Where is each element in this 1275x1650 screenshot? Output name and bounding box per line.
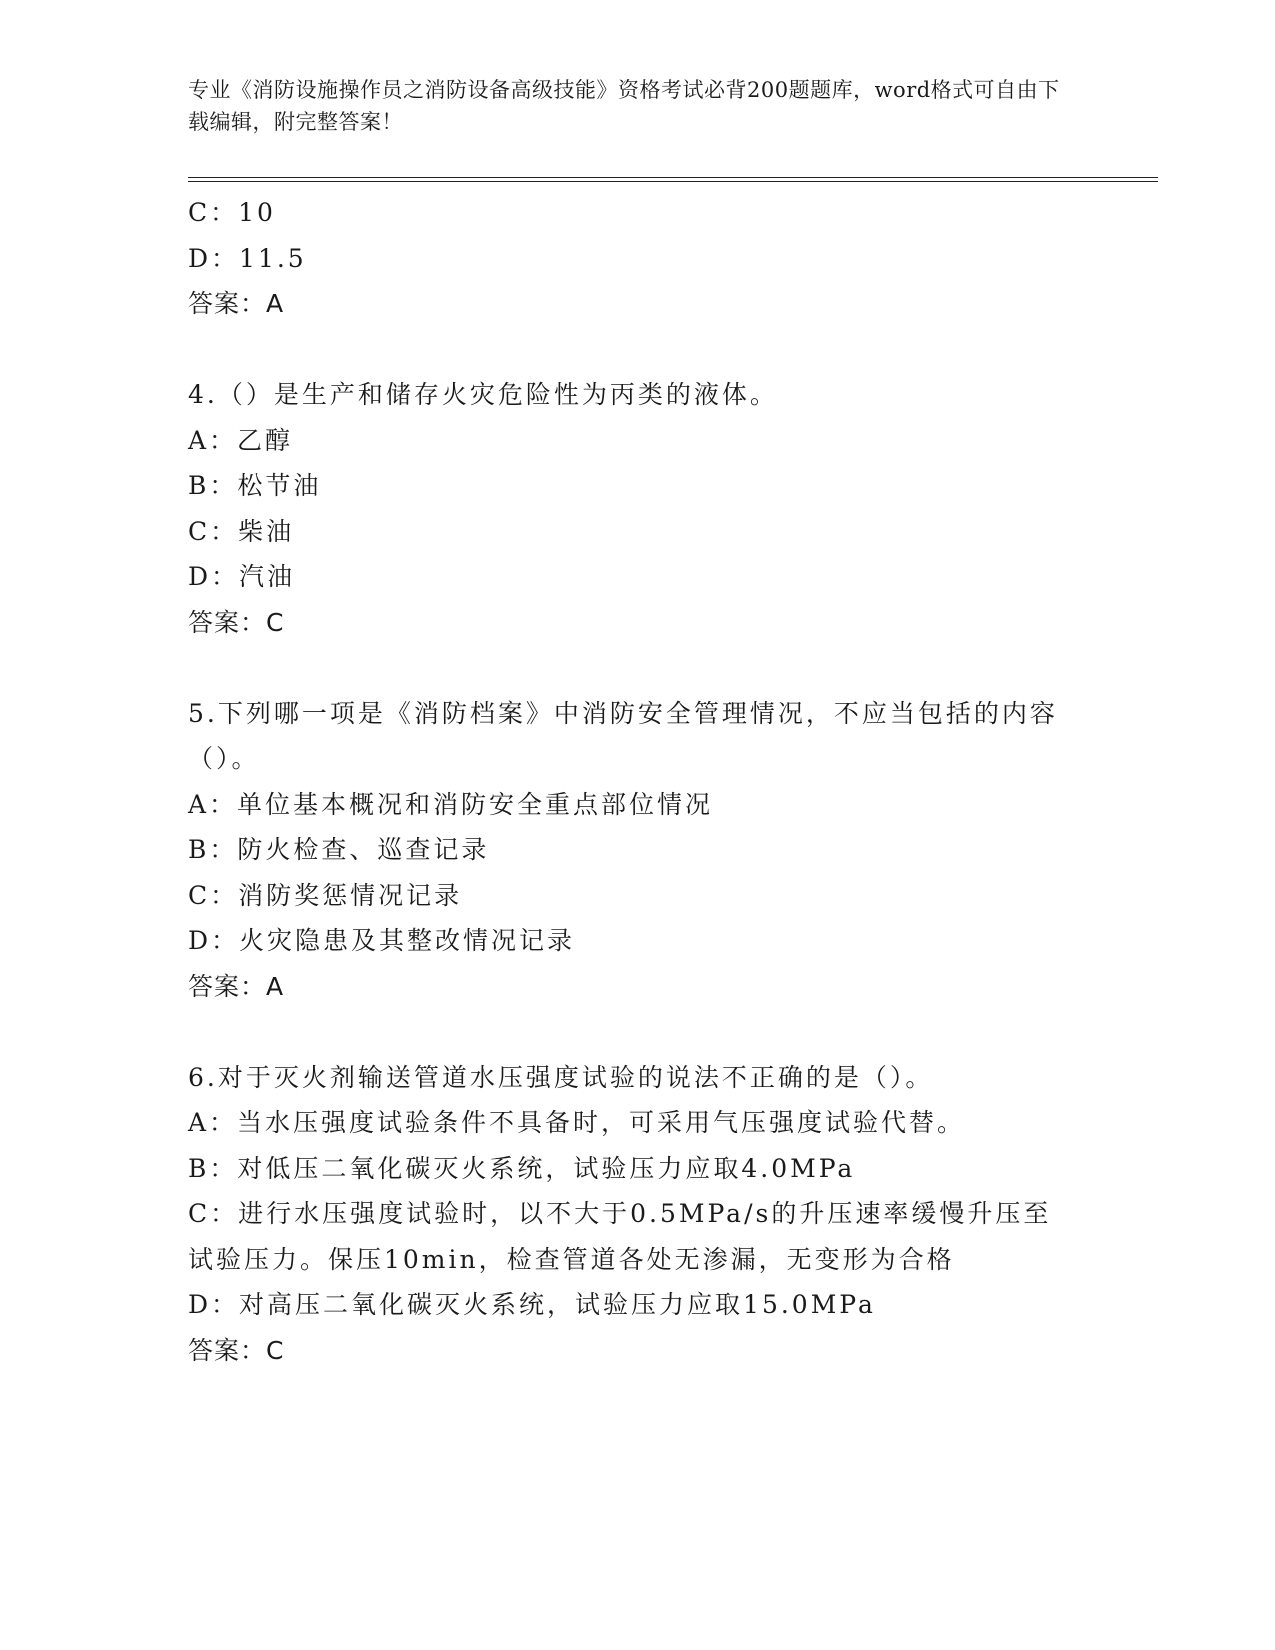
- document-header: [188, 74, 1068, 138]
- spacer: [188, 645, 1068, 691]
- option-d: D：火灾隐患及其整改情况记录: [188, 926, 576, 955]
- question-5: [188, 691, 1068, 1010]
- option-a: A：当水压强度试验条件不具备时，可采用气压强度试验代替。: [188, 1108, 966, 1137]
- option-a: A：单位基本概况和消防安全重点部位情况: [188, 789, 714, 819]
- question-6: [188, 1055, 1068, 1374]
- option-a: A：乙醇: [188, 425, 294, 455]
- option-c: C：消防奖惩情况记录: [188, 880, 463, 910]
- option-c: C：柴油: [188, 516, 295, 546]
- answer-label: 答案：C: [188, 1335, 285, 1365]
- header-title: 专业《消防设施操作员之消防设备高级技能》资格考试必背200题题库，word格式可自由下载编辑，附完整答案！: [188, 78, 1060, 134]
- question-stem: 5.下列哪一项是《消防档案》中消防安全管理情况，不应当包括的内容（）。: [188, 698, 1058, 773]
- option-b: B：防火检查、巡查记录: [188, 835, 490, 864]
- question-stem: 4.（）是生产和储存火灾危险性为丙类的液体。: [188, 380, 778, 409]
- spacer: [188, 327, 1068, 373]
- option-b: B：松节油: [188, 471, 322, 500]
- option-c: C：进行水压强度试验时，以不大于0.5MPa/s的升压速率缓慢升压至试验压力。保压10min，检查管道各处无渗漏，无变形为合格: [188, 1199, 1052, 1274]
- answer-label: 答案：C: [188, 607, 285, 637]
- question-4: [188, 372, 1068, 645]
- option-d: D：11.5: [188, 243, 307, 273]
- question-list: [188, 190, 1068, 1373]
- answer-label: 答案：A: [188, 289, 285, 318]
- header-divider: [188, 177, 1158, 182]
- question-stem: 6.对于灭火剂输送管道水压强度试验的说法不正确的是（）。: [188, 1062, 934, 1092]
- spacer: [188, 1009, 1068, 1055]
- option-d: D：汽油: [188, 562, 296, 591]
- option-b: B：对低压二氧化碳灭火系统，试验压力应取4.0MPa: [188, 1153, 856, 1183]
- question-3-tail: [188, 190, 1068, 327]
- option-d: D：对高压二氧化碳灭火系统，试验压力应取15.0MPa: [188, 1290, 876, 1319]
- answer-label: 答案：A: [188, 971, 285, 1001]
- option-c: C：10: [188, 198, 276, 227]
